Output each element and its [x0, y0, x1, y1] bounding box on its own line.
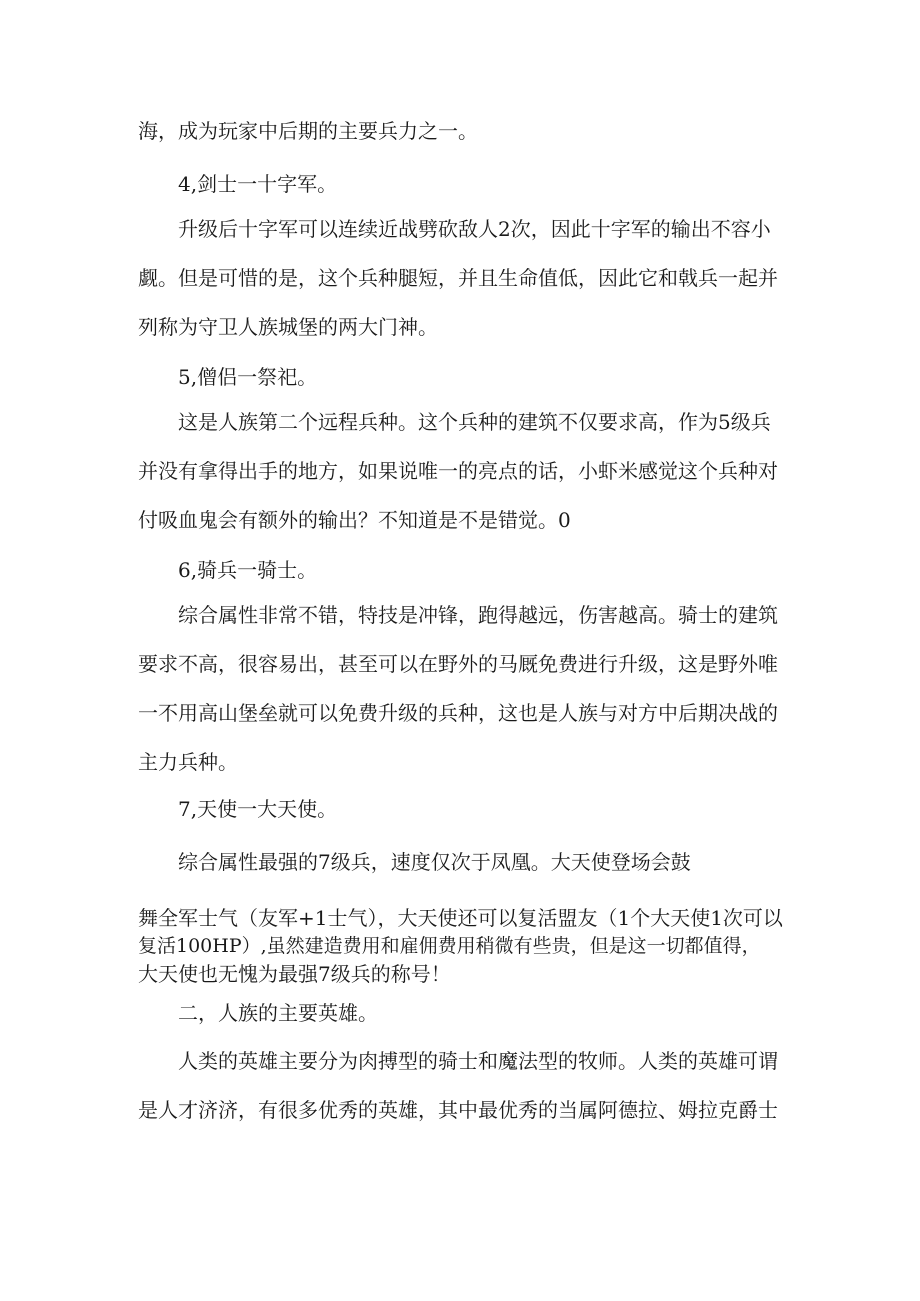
section-heading: 4,剑士一十字军。: [178, 172, 338, 196]
text-line: 要求不高，很容易出，甚至可以在野外的马厩免费进行升级，这是野外唯: [138, 652, 778, 676]
text-line: 复活100HP）,虽然建造费用和雇佣费用稍微有些贵，但是这一切都值得，: [138, 935, 761, 957]
text-line: 觑。但是可惜的是，这个兵种腿短，并且生命值低，因此它和戟兵一起并: [138, 266, 778, 290]
section-heading: 5,僧侣一祭祀。: [178, 365, 318, 389]
section-heading: 6,骑兵一骑士。: [178, 558, 318, 582]
section-heading: 7,天使一大天使。: [178, 797, 338, 821]
text-line: 综合属性最强的7级兵，速度仅次于凤凰。大天使登场会鼓: [178, 850, 691, 874]
text-line: 舞全军士气（友军+1士气），大天使还可以复活盟友（1个大天使1次可以: [138, 906, 783, 930]
text-line: 是人才济济，有很多优秀的英雄，其中最优秀的当属阿德拉、姆拉克爵士: [138, 1098, 778, 1122]
text-line: 一不用高山堡垒就可以免费升级的兵种，这也是人族与对方中后期决战的: [138, 701, 778, 725]
text-line: 并没有拿得出手的地方，如果说唯一的亮点的话，小虾米感觉这个兵种对: [138, 459, 778, 483]
text-line: 这是人族第二个远程兵种。这个兵种的建筑不仅要求高，作为5级兵: [178, 410, 771, 434]
text-line: 列称为守卫人族城堡的两大门神。: [138, 315, 438, 339]
section-heading: 二，人族的主要英雄。: [178, 1001, 378, 1025]
text-line: 升级后十字军可以连续近战劈砍敌人2次，因此十字军的输出不容小: [178, 217, 771, 241]
text-line: 付吸血鬼会有额外的输出？不知道是不是错觉。0: [138, 508, 571, 532]
text-line: 大天使也无愧为最强7级兵的称号！: [138, 962, 451, 986]
text-line: 海，成为玩家中后期的主要兵力之一。: [138, 119, 478, 143]
text-line: 主力兵种。: [138, 750, 238, 774]
text-line: 综合属性非常不错，特技是冲锋，跑得越远，伤害越高。骑士的建筑: [178, 603, 778, 627]
text-line: 人类的英雄主要分为肉搏型的骑士和魔法型的牧师。人类的英雄可谓: [178, 1049, 778, 1073]
